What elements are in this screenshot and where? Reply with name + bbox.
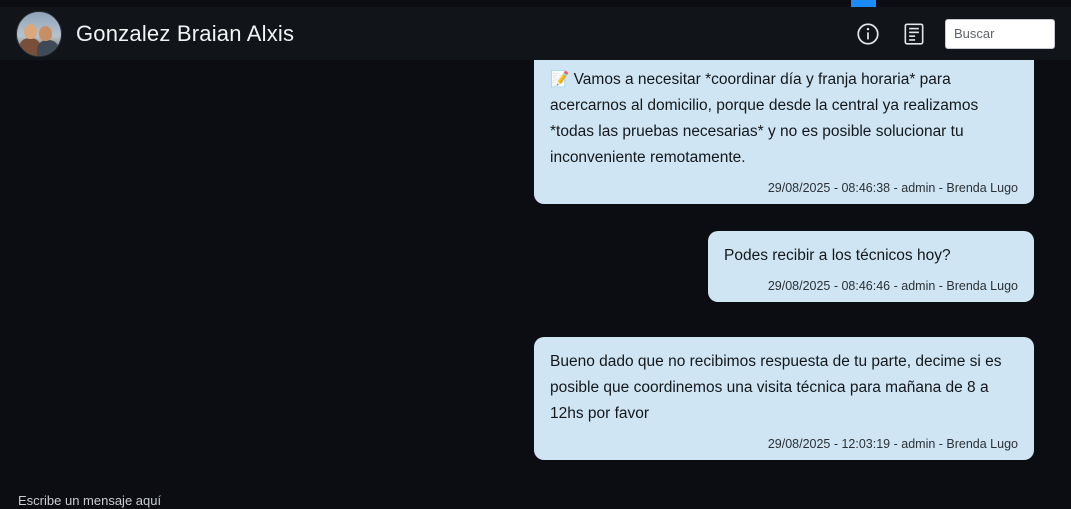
avatar-figure-left-head xyxy=(24,24,37,39)
browser-accent-strip xyxy=(851,0,876,7)
ticket-icon[interactable] xyxy=(899,19,929,49)
message-text: 📝 Vamos a necesitar *coordinar día y franja horaria* para acercarnos al domicilio, porque desde la central ya realizamos *todas las pruebas necesarias* y no es posible solucionar tu inconveniente remotamente. xyxy=(550,71,979,166)
message-bubble xyxy=(708,231,1034,302)
header-actions xyxy=(853,19,1055,49)
message-meta: 29/08/2025 - 08:46:38 - admin - Brenda Lugo xyxy=(767,181,1018,195)
message-list[interactable] xyxy=(0,60,1071,492)
search-input[interactable] xyxy=(945,19,1055,49)
message-bubble xyxy=(534,60,1034,204)
compose-placeholder: Escribe un mensaje aquí xyxy=(18,493,162,508)
avatar-figure-right-head xyxy=(39,26,52,41)
chat-header xyxy=(0,7,1071,60)
message-meta: 29/08/2025 - 12:03:19 - admin - Brenda Lugo xyxy=(767,437,1018,451)
compose-bar[interactable] xyxy=(0,492,1071,509)
info-icon[interactable] xyxy=(853,19,883,49)
message-bubble xyxy=(534,337,1034,460)
message-text: Bueno dado que no recibimos respuesta de tu parte, decime si es posible que coordinemos una visita técnica para mañana de 8 a 12hs por favor xyxy=(550,353,1002,422)
page-title: Gonzalez Braian Alxis xyxy=(76,20,295,46)
avatar[interactable] xyxy=(16,11,62,57)
message-meta: 29/08/2025 - 08:46:46 - admin - Brenda Lugo xyxy=(767,279,1018,293)
message-text: Podes recibir a los técnicos hoy? xyxy=(724,247,951,264)
avatar-figure-right-body xyxy=(37,40,59,57)
